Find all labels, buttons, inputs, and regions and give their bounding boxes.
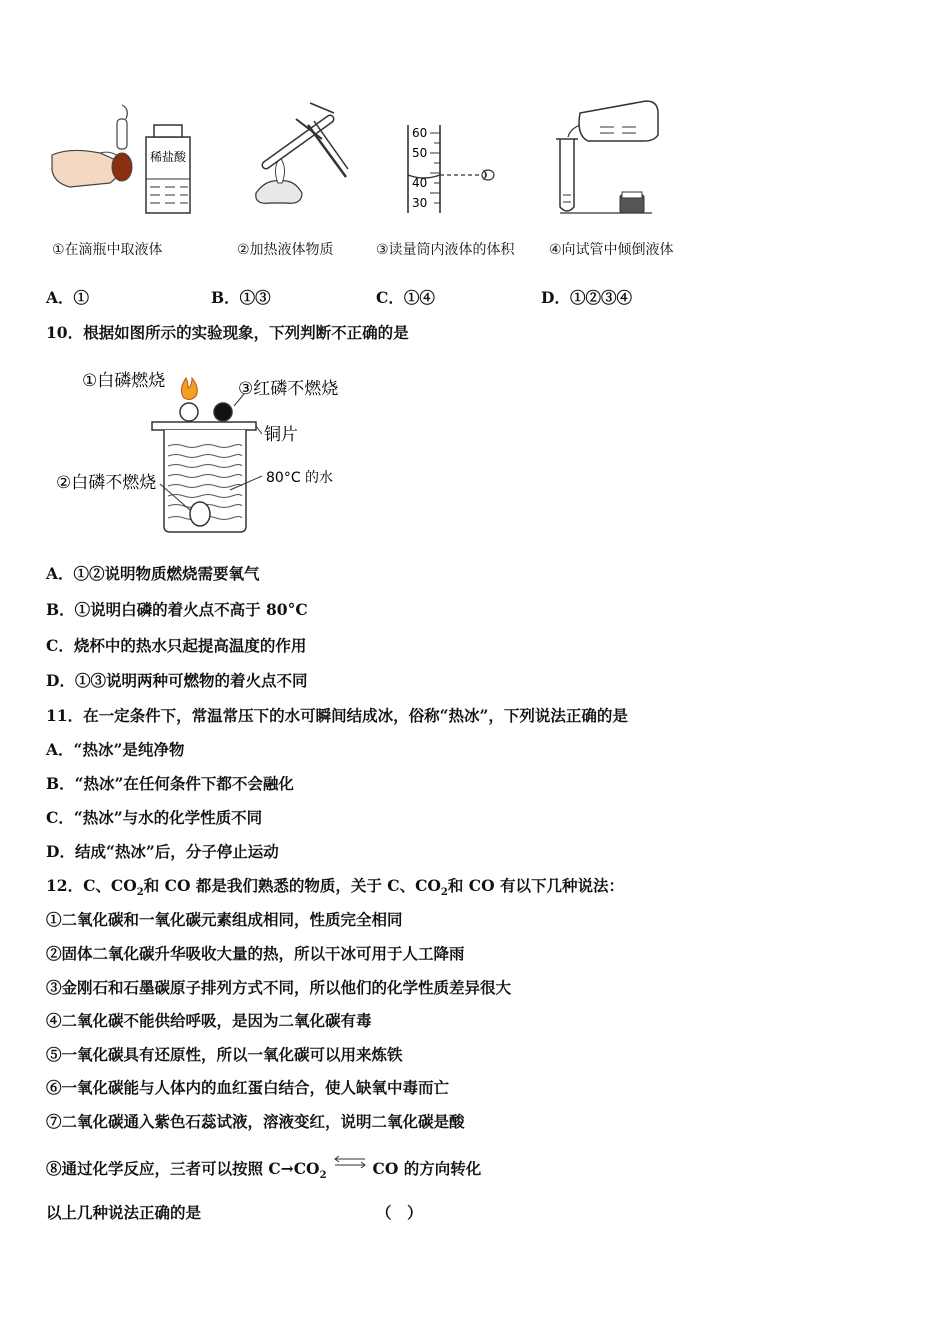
q11-option-c: C．“热冰”与水的化学性质不同 <box>46 808 263 827</box>
q9-option-d: D．①②③④ <box>541 288 632 307</box>
q9-figures <box>40 95 720 225</box>
q10-option-c: C．烧杯中的热水只起提高温度的作用 <box>46 636 307 655</box>
q10-figure <box>50 360 350 540</box>
q9-option-a: A．① <box>46 288 90 307</box>
q10-label-1: ①白磷燃烧 <box>82 371 166 391</box>
q11-stem: 11．在一定条件下，常温常压下的水可瞬间结成冰，俗称“热冰”，下列说法正确的是 <box>46 706 628 725</box>
reversible-arrow-icon <box>331 1154 369 1170</box>
cyl-tick-30: 30 <box>412 196 428 210</box>
cyl-tick-50: 50 <box>412 146 428 160</box>
q12-item-4: ④二氧化碳不能供给呼吸，是因为二氧化碳有毒 <box>46 1011 372 1030</box>
q10-option-a: A．①②说明物质燃烧需要氧气 <box>46 564 260 583</box>
heating-figure <box>256 103 348 203</box>
q11-option-d: D．结成“热冰”后，分子停止运动 <box>46 842 279 861</box>
q12-stem: 12．C、$CO_2$和 CO 都是我们熟悉的物质，关于 C、$CO_2$和 CO 有以下几种说法： <box>46 876 625 899</box>
q12-item-7: ⑦二氧化碳通入紫色石蕊试液，溶液变红，说明二氧化碳是酸 <box>46 1112 465 1131</box>
q12-item-8: ⑧通过化学反应，三者可以按照 $C\to CO_2$ CO 的方向转化 <box>46 1154 481 1181</box>
q12-item-2: ②固体二氧化碳升华吸收大量的热，所以干冰可用于人工降雨 <box>46 944 465 963</box>
q9-option-c: C．①④ <box>376 288 435 307</box>
q10-option-b: B．①说明白磷的着火点不高于 80°C <box>46 600 308 619</box>
cylinder-figure <box>408 125 494 213</box>
cyl-tick-40: 40 <box>412 176 428 190</box>
q12-item-1: ①二氧化碳和一氧化碳元素组成相同，性质完全相同 <box>46 910 403 929</box>
q12-item-5: ⑤一氧化碳具有还原性，所以一氧化碳可以用来炼铁 <box>46 1045 403 1064</box>
cyl-tick-60: 60 <box>412 126 428 140</box>
q10-label-3: ③红磷不燃烧 <box>238 379 339 399</box>
q9-caption-3: ③读量筒内液体的体积 <box>376 242 515 258</box>
q12-conclusion: 以上几种说法正确的是 <box>46 1203 202 1222</box>
q11-option-a: A．“热冰”是纯净物 <box>46 740 185 759</box>
dropper-figure <box>52 105 190 213</box>
q9-caption-1: ①在滴瓶中取液体 <box>52 242 163 258</box>
q10-label-copper: 铜片 <box>264 425 298 445</box>
q12-item-6: ⑥一氧化碳能与人体内的血红蛋白结合，使人缺氧中毒而亡 <box>46 1078 450 1097</box>
q10-label-2: ②白磷不燃烧 <box>56 473 157 493</box>
q10-label-water: 80°C 的水 <box>266 470 334 486</box>
q9-option-b: B．①③ <box>211 288 271 307</box>
bottle-label: 稀盐酸 <box>149 150 187 164</box>
q9-caption-2: ②加热液体物质 <box>237 242 334 258</box>
q10-option-d: D．①③说明两种可燃物的着火点不同 <box>46 671 308 690</box>
flame-icon <box>181 378 197 400</box>
q11-option-b: B．“热冰”在任何条件下都不会融化 <box>46 774 294 793</box>
answer-blank: （ ） <box>376 1203 423 1222</box>
q9-caption-4: ④向试管中倾倒液体 <box>549 242 674 258</box>
q10-stem: 10．根据如图所示的实验现象，下列判断不正确的是 <box>46 323 409 342</box>
q12-item-3: ③金刚石和石墨碳原子排列方式不同，所以他们的化学性质差异很大 <box>46 978 512 997</box>
pouring-figure <box>556 101 658 213</box>
